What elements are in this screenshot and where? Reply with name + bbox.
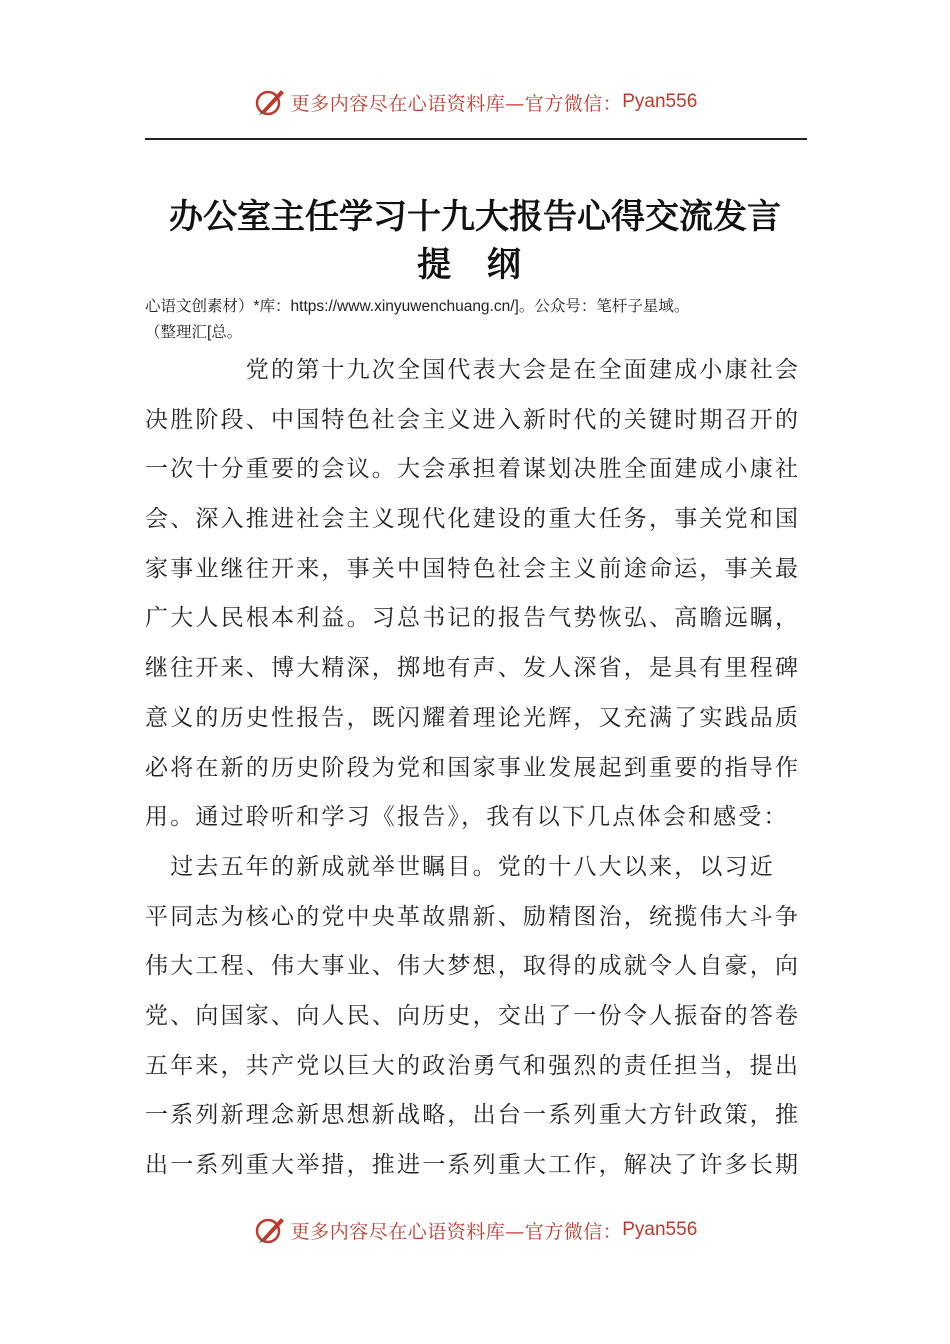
body-line: 家事业继往开来，事关中国特色社会主义前途命运，事关最 <box>145 555 801 582</box>
body-line: 意义的历史性报告，既闪耀着理论光辉，又充满了实践品质 <box>145 704 801 731</box>
body-line: 党、向国家、向人民、向历史，交出了一份令人振奋的答卷 <box>145 1002 801 1029</box>
header-banner-text: 更多内容尽在心语资料库—官方微信： <box>290 92 623 115</box>
body-line: 过去五年的新成就举世瞩目。党的十八大以来，以习近 <box>145 853 775 880</box>
footer-wechat-account: Pyan556 <box>622 1219 698 1240</box>
document-title <box>100 193 850 289</box>
body-line: 五年来，共产党以巨大的政治勇气和强烈的责任担当，提出 <box>145 1052 801 1079</box>
body-line: 伟大工程、伟大事业、伟大梦想，取得的成就令人自豪，向 <box>145 953 801 980</box>
body-line: 必将在新的历史阶段为党和国家事业发展起到重要的指导作 <box>145 754 801 781</box>
body-line: 会、深入推进社会主义现代化建设的重大任务，事关党和国 <box>145 506 801 533</box>
quill-pen-logo-icon <box>253 85 287 119</box>
footer-banner-text: 更多内容尽在心语资料库—官方微信： <box>290 1220 623 1243</box>
body-line: 决胜阶段、中国特色社会主义进入新时代的关键时期召开的 <box>145 406 801 433</box>
body-line: 平同志为核心的党中央革故鼎新、励精图治，统揽伟大斗争 <box>145 903 801 930</box>
body-line: 一次十分重要的会议。大会承担着谋划决胜全面建成小康社 <box>145 456 801 483</box>
footer-banner <box>0 1210 950 1250</box>
source-note <box>145 294 825 346</box>
header-banner <box>0 82 950 122</box>
quill-pen-logo-icon <box>253 1213 287 1247</box>
header-wechat-account: Pyan556 <box>622 91 698 112</box>
body-line: 党的第十九次全国代表大会是在全面建成小康社会 <box>145 357 801 383</box>
body-text <box>145 346 815 1191</box>
title-line-2: 提 纲 <box>417 245 533 285</box>
body-line: 用。通过聆听和学习《报告》，我有以下几点体会和感受： <box>145 804 789 831</box>
body-line: 一系列新理念新思想新战略，出台一系列重大方针政策，推 <box>145 1102 801 1129</box>
body-line: 继往开来、博大精深，掷地有声、发人深省，是具有里程碑 <box>145 655 801 682</box>
header-divider <box>145 138 807 140</box>
body-line: 广大人民根本利益。习总书记的报告气势恢弘、高瞻远瞩， <box>145 605 801 632</box>
source-note-line-1: 心语文创素材）*库：https://www.xinyuwenchuang.cn/]。公众号：笔杆子星域。 <box>145 298 690 315</box>
source-note-line-2: （整理汇[总。 <box>145 324 243 341</box>
body-line: 出一系列重大举措，推进一系列重大工作，解决了许多长期 <box>145 1152 801 1178</box>
title-line-1: 办公室主任学习十九大报告心得交流发言 <box>169 197 781 237</box>
